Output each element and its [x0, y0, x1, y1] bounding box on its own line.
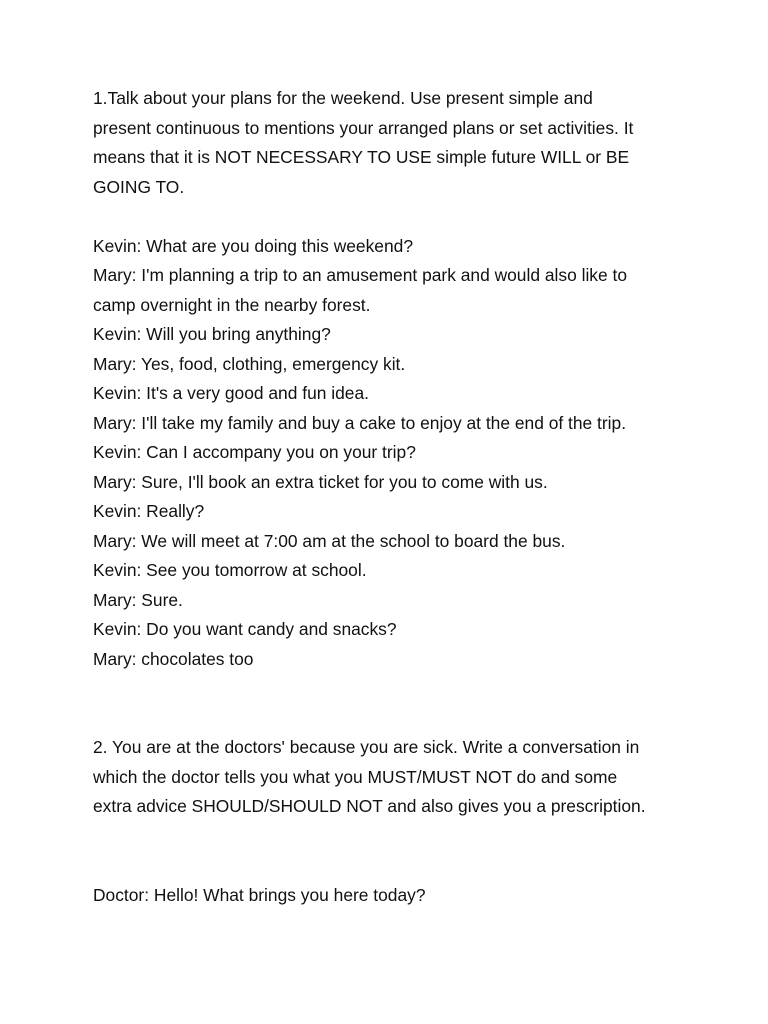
spacer	[93, 674, 693, 733]
dialogue-line: Kevin: It's a very good and fun idea.	[93, 383, 369, 403]
dialogue-line: Kevin: Can I accompany you on your trip?	[93, 442, 416, 462]
dialogue-line: Mary: I'm planning a trip to an amusement park and would also like to	[93, 265, 628, 285]
dialogue-line: Mary: We will meet at 7:00 am at the school to board the bus.	[93, 530, 566, 551]
task-2-line: which the doctor tells you what you MUST/MUST NOT do and some	[93, 766, 618, 787]
dialogue-line: Mary: Sure.	[93, 589, 183, 610]
task-2-line: extra advice SHOULD/SHOULD NOT and also gives you a prescription.	[93, 796, 646, 816]
task-1-line: present continuous to mentions your arranged plans or set activities. It	[93, 117, 634, 138]
dialogue-line: Kevin: See you tomorrow at school.	[93, 560, 367, 580]
task-1-instructions	[93, 84, 693, 202]
dialogue-line: Kevin: Do you want candy and snacks?	[93, 619, 397, 639]
task-1-line: 1.Talk about your plans for the weekend. Use present simple and	[93, 88, 593, 108]
dialogue-line: Doctor: Hello! What brings you here today?	[93, 884, 426, 905]
dialogue-kevin-mary	[93, 232, 693, 675]
dialogue-line: Kevin: Will you bring anything?	[93, 324, 331, 344]
spacer	[93, 822, 693, 881]
dialogue-doctor	[93, 881, 693, 911]
dialogue-line: Mary: Sure, I'll book an extra ticket for you to come with us.	[93, 471, 548, 492]
task-1-line: GOING TO.	[93, 176, 185, 197]
task-2-instructions	[93, 733, 693, 822]
dialogue-line: Kevin: What are you doing this weekend?	[93, 235, 413, 256]
dialogue-line: camp overnight in the nearby forest.	[93, 294, 371, 315]
task-2-line: 2. You are at the doctors' because you are sick. Write a conversation in	[93, 737, 640, 757]
task-1-line: means that it is NOT NECESSARY TO USE simple future WILL or BE	[93, 147, 630, 167]
dialogue-line: Mary: I'll take my family and buy a cake to enjoy at the end of the trip.	[93, 412, 627, 433]
dialogue-line: Mary: chocolates too	[93, 648, 254, 669]
dialogue-line: Mary: Yes, food, clothing, emergency kit.	[93, 353, 406, 374]
dialogue-line: Kevin: Really?	[93, 501, 205, 521]
document-page	[93, 84, 693, 910]
spacer	[93, 202, 693, 232]
